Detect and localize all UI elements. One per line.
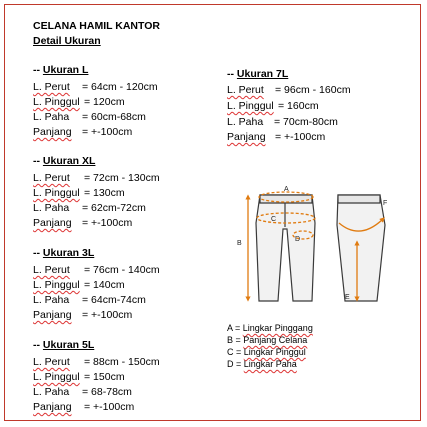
diagram-label-b: B: [237, 240, 242, 247]
size-heading: [33, 247, 94, 259]
legend-item-d: [227, 359, 297, 370]
row-value: = +-100cm: [82, 126, 133, 138]
pants-front-view: [256, 195, 315, 301]
size-row-panjang: [33, 309, 233, 321]
size-heading: [227, 68, 288, 80]
row-value: = 96cm - 160cm: [275, 84, 351, 96]
size-row-perut: [33, 81, 233, 93]
row-label: L. Pinggul: [33, 96, 80, 108]
row-label: Panjang: [33, 401, 72, 413]
row-value: = 130cm: [84, 187, 125, 199]
size-heading-name: Ukuran 7L: [236, 68, 289, 80]
row-label: L. Pinggul: [33, 279, 80, 291]
size-row-perut: [33, 356, 233, 368]
size-heading-prefix: --: [227, 68, 237, 80]
size-row-perut: [227, 84, 427, 96]
legend-key: B =: [227, 335, 244, 345]
row-value: = 64cm-74cm: [82, 294, 146, 306]
size-row-pinggul: [33, 279, 233, 291]
row-value: = 140cm: [84, 279, 125, 291]
size-block-xl: [33, 155, 223, 230]
page-title: CELANA HAMIL KANTOR: [33, 20, 160, 32]
row-label: L. Perut: [33, 264, 70, 276]
pants-side-view: [337, 195, 388, 301]
size-row-pinggul: [33, 96, 233, 108]
size-row-perut: [33, 264, 233, 276]
size-block-5l: [33, 339, 223, 414]
size-block-7l: [227, 68, 417, 143]
size-row-pinggul: [33, 187, 233, 199]
row-value: = +-100cm: [82, 217, 133, 229]
size-row-panjang: [227, 131, 427, 143]
size-row-paha: [33, 386, 233, 398]
row-value: = 88cm - 150cm: [84, 356, 160, 368]
legend-item-b: [227, 335, 307, 346]
size-row-panjang: [33, 217, 233, 229]
pants-measurement-diagram: [233, 183, 397, 309]
size-heading: [33, 155, 95, 167]
row-value: = 160cm: [278, 100, 319, 112]
row-value: = 62cm-72cm: [82, 202, 146, 214]
row-value: = 72cm - 130cm: [84, 172, 160, 184]
row-value: = 120cm: [84, 96, 125, 108]
row-label: L. Paha: [33, 294, 70, 306]
size-heading-name: Ukuran XL: [42, 155, 96, 167]
legend-key: D =: [227, 359, 244, 369]
size-heading: [33, 64, 88, 76]
diagram-legend: [227, 323, 417, 375]
size-block-l: [33, 64, 223, 139]
row-value: = 60cm-68cm: [82, 111, 146, 123]
legend-key: C =: [227, 347, 244, 357]
size-row-paha: [33, 202, 233, 214]
row-label: Panjang: [227, 131, 266, 143]
row-label: Panjang: [33, 217, 72, 229]
row-label: L. Paha: [33, 386, 70, 398]
row-value: = 64cm - 120cm: [82, 81, 158, 93]
size-row-perut: [33, 172, 233, 184]
size-row-paha: [33, 294, 233, 306]
row-value: = +-100cm: [275, 131, 326, 143]
row-label: L. Pinggul: [33, 371, 80, 383]
row-label: L. Perut: [33, 81, 70, 93]
page-subtitle: Detail Ukuran: [33, 35, 101, 47]
row-label: L. Paha: [227, 116, 264, 128]
size-row-paha: [33, 111, 233, 123]
row-label: L. Perut: [227, 84, 264, 96]
row-label: L. Pinggul: [227, 100, 274, 112]
row-value: = 70cm-80cm: [274, 116, 338, 128]
size-heading-prefix: --: [33, 339, 43, 351]
row-value: = +-100cm: [84, 401, 135, 413]
row-label: L. Paha: [33, 111, 70, 123]
legend-key: A =: [227, 323, 243, 333]
row-value: = 68-78cm: [82, 386, 132, 398]
size-heading-name: Ukuran 3L: [42, 247, 95, 259]
size-heading-prefix: --: [33, 64, 43, 76]
diagram-label-d: D: [295, 236, 301, 243]
row-label: L. Paha: [33, 202, 70, 214]
size-row-panjang: [33, 126, 233, 138]
size-heading-prefix: --: [33, 155, 43, 167]
size-heading-prefix: --: [33, 247, 43, 259]
legend-item-a: [227, 323, 313, 334]
legend-text: Lingkar Pinggang: [242, 323, 313, 333]
row-value: = +-100cm: [82, 309, 133, 321]
size-row-panjang: [33, 401, 233, 413]
size-row-paha: [227, 116, 427, 128]
diagram-label-a: A: [284, 186, 289, 193]
size-block-3l: [33, 247, 223, 322]
row-value: = 150cm: [84, 371, 125, 383]
row-label: L. Perut: [33, 172, 70, 184]
row-label: L. Pinggul: [33, 187, 80, 199]
legend-text: Lingkar Pinggul: [243, 347, 306, 357]
row-label: Panjang: [33, 126, 72, 138]
row-label: L. Perut: [33, 356, 70, 368]
legend-text: Panjang Celana: [243, 335, 308, 345]
row-label: Panjang: [33, 309, 72, 321]
size-heading: [33, 339, 94, 351]
size-row-pinggul: [227, 100, 427, 112]
diagram-label-f: F: [383, 200, 388, 207]
size-heading-name: Ukuran L: [42, 64, 89, 76]
diagram-label-e: E: [345, 294, 350, 301]
legend-text: Lingkar Paha: [243, 359, 297, 369]
diagram-label-c: C: [271, 216, 277, 223]
size-row-pinggul: [33, 371, 233, 383]
size-heading-name: Ukuran 5L: [42, 339, 95, 351]
legend-item-c: [227, 347, 306, 358]
row-value: = 76cm - 140cm: [84, 264, 160, 276]
